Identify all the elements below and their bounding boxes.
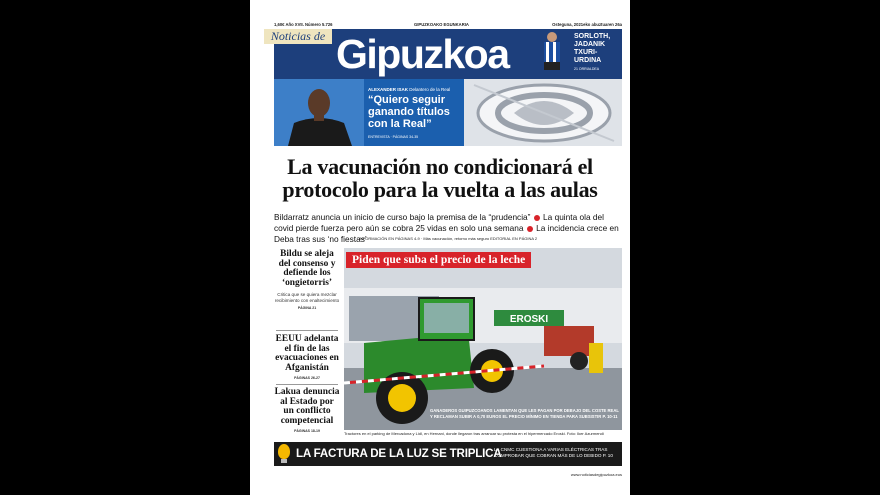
sidebar-briefs — [274, 248, 340, 440]
masthead — [270, 29, 622, 79]
newspaper-page — [250, 0, 630, 495]
top-bar — [274, 21, 622, 29]
store-sign: EROSKI — [509, 314, 549, 325]
overlay-caption-text: GANADEROS GUIPUZCOANOS LAMENTAN QUE LES PAGAN POR DEBAJO DEL COSTE REAL Y RECLAMAN SUBIR A 0,70 EUROS EL PRECIO MÍNIMO EN TIENDA PARA SUBSISTIR — [430, 408, 619, 419]
issue-date: Osteguna, 2021eko abuztuaren 26a — [552, 22, 622, 27]
footballer-photo — [532, 29, 572, 79]
feature-block[interactable] — [274, 79, 622, 146]
bullet-dot-icon — [534, 215, 540, 221]
brief-ref: PÁGINA 21 — [297, 306, 317, 310]
teaser-subtitle: LA CNMC CUESTIONA A VARIAS ELÉCTRICAS TRAS COMPROBAR QUE COBRAN MÁS DE LO DEBIDO P. 10 — [494, 447, 613, 458]
feature-text — [364, 79, 464, 146]
brief-title: EEUU adelanta el fin de las evacuaciones en Afganistán — [275, 334, 339, 373]
photo-overlay-caption — [430, 408, 622, 419]
subhead-part-3: La incidencia crece en Deba tras sus ‘no fiestas’ — [274, 223, 619, 244]
brief-item-bildu[interactable] — [274, 250, 340, 310]
crest-floor-photo — [464, 79, 622, 146]
lightbulb-icon — [278, 444, 290, 459]
paper-tagline: GIPUZKOAKO EGUNKARIA — [414, 22, 469, 27]
page-reference: INFORMACIÓN EN PÁGINAS 4-9 · Más vacunación, retorno más seguro EDITORIAL EN PÁGINA 2 — [358, 236, 538, 241]
bullet-dot-icon — [527, 226, 533, 232]
price-issue: 1,60€ Año XVII. Número 5.726 — [274, 22, 333, 27]
brief-item-lakua[interactable] — [274, 388, 340, 433]
feature-name: ALEXANDER ISAK — [368, 87, 409, 92]
brief-ref: PÁGINAS 26-27 — [294, 376, 320, 380]
promo-title: SORLOTH, JADANIK TXURI-URDINA — [574, 33, 611, 64]
overlay-caption-ref: P. 10-11 — [602, 413, 618, 419]
brief-ref: PÁGINAS 18-19 — [294, 429, 320, 433]
brief-body: Critica que se quiera mezclar recibimiento con enaltecimiento — [274, 292, 340, 303]
promo-ref: 21 ORRIALDEA — [574, 67, 600, 71]
teaser-headline: LA FACTURA DE LA LUZ SE TRIPLICA — [296, 447, 502, 460]
feature-quote: “Quiero seguir ganando títulos con la Real” — [368, 94, 450, 130]
brief-title: Bildu se aleja del consenso y defiende los ‘ongietorris’ — [278, 249, 336, 288]
masthead-logo: Gipuzkoa — [336, 31, 509, 77]
masthead-noticias: Noticias de — [264, 29, 332, 44]
divider — [276, 384, 338, 385]
footer-url[interactable]: www.noticiasdegipuzkoa.eus — [570, 472, 622, 477]
divider — [276, 330, 338, 331]
tractor-protest-photo[interactable] — [344, 248, 622, 430]
brief-item-eeuu[interactable] — [274, 335, 340, 380]
subhead-part-2: La quinta ola del covid pierde fuerza pero aún se cobra 25 vidas en solo una semana — [274, 212, 604, 233]
isak-photo — [274, 79, 364, 146]
tractor-scene — [344, 248, 622, 430]
lightbulb-base-icon — [281, 459, 287, 463]
main-headline[interactable]: La vacunación no condicionará el protocolo para la vuelta a las aulas — [282, 154, 598, 202]
sorloth-promo[interactable] — [574, 33, 622, 71]
brief-title: Lakua denuncia al Estado por un conflicto competencial — [274, 387, 340, 426]
photo-caption: Tractores en el parking de Mercadona y Lidl, en Hernani, donde llegaron tras arrancar su protesta en el hipermercado Eroski. Foto: Iker Azurmendi — [344, 431, 604, 436]
feature-ref: ENTREVISTA · PÁGINAS 34-35 — [368, 135, 419, 139]
subhead-part-1: Bildarratz anuncia un inicio de curso bajo la premisa de la “prudencia” — [274, 212, 531, 222]
photo-headline: Piden que suba el precio de la leche — [346, 252, 531, 268]
bottom-teaser[interactable] — [274, 442, 622, 466]
feature-role: Delantero de la Real — [409, 87, 451, 92]
